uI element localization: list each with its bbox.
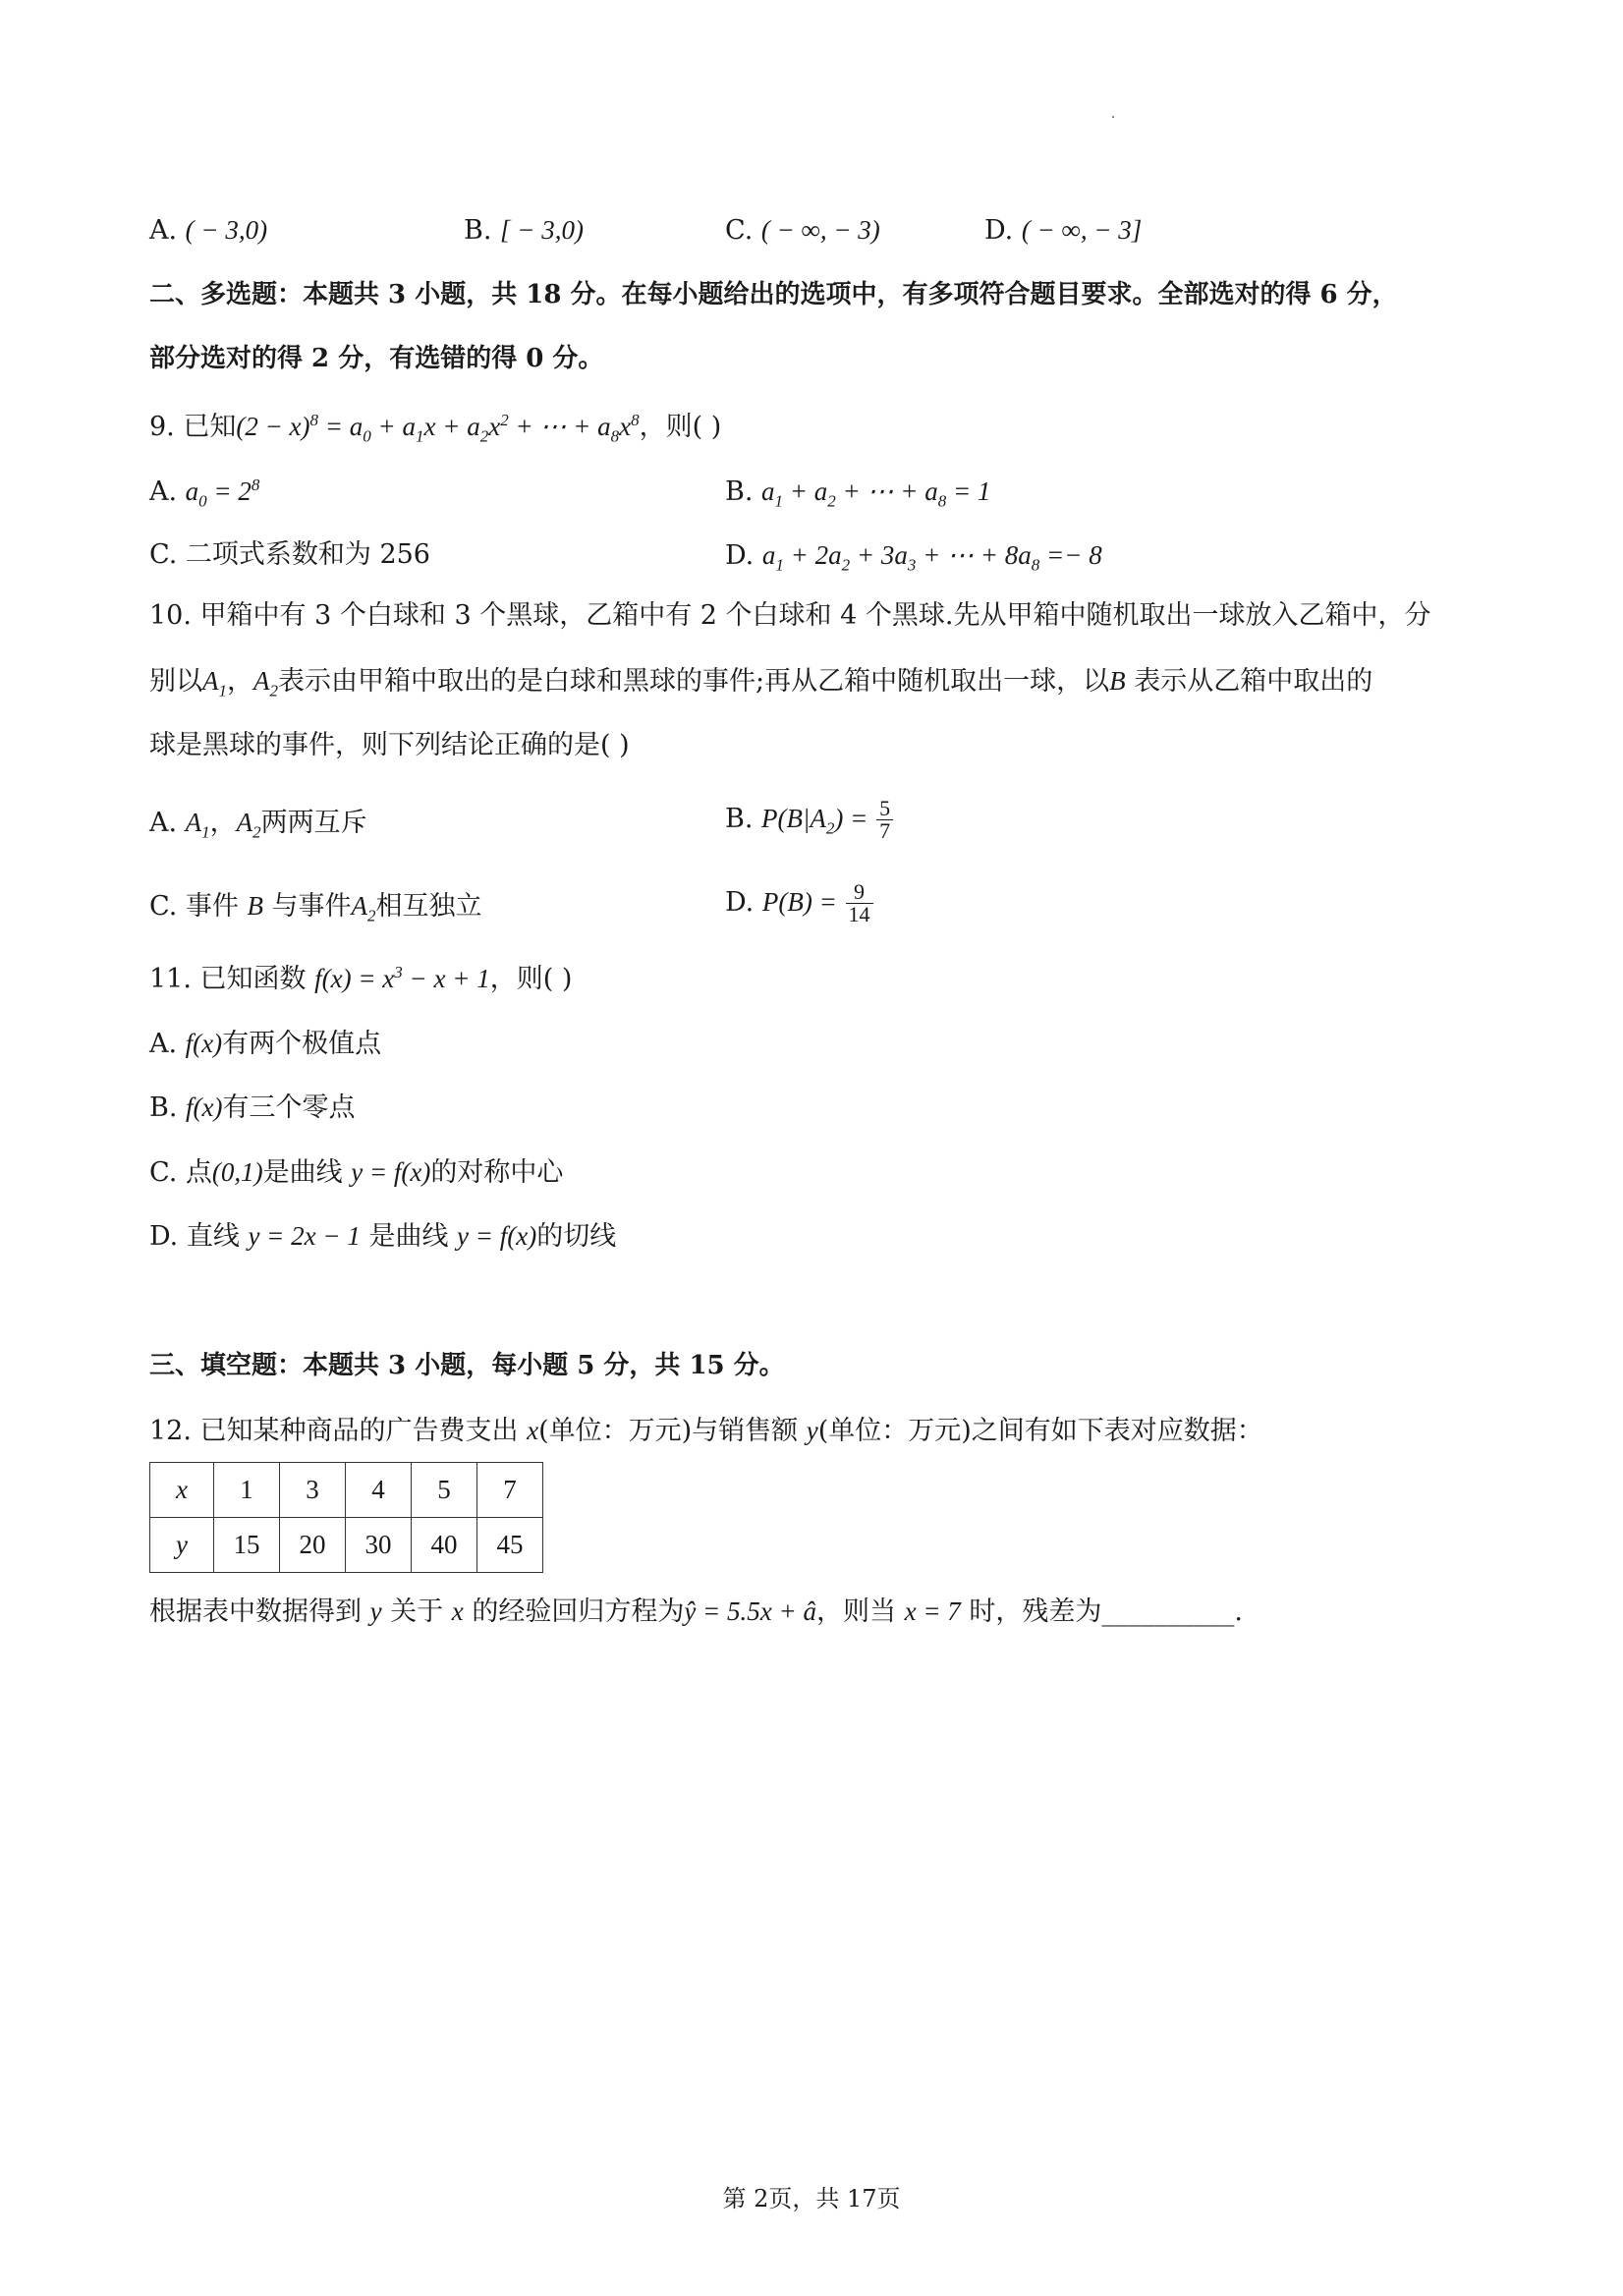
text: 时，残差为: [960, 1596, 1102, 1627]
text: 的对称中心: [430, 1157, 564, 1188]
q10-option-a: A. $A_1$，$A_2$两两互斥: [149, 808, 367, 842]
table-cell: 40: [412, 1518, 477, 1573]
q10-stem-line3: 球是黑球的事件，则下列结论正确的是( ): [149, 730, 630, 760]
fraction: [876, 798, 893, 842]
q9-option-d: D. $a_1 + 2a_2 + 3a_3$ + ⋯ + $8a_8 =- 8$: [725, 540, 1102, 575]
q12-stem-line2: 根据表中数据得到 y 关于 x 的经验回归方程为ŷ = 5.5x + â，则当 x = 7 时，残差为__________.: [149, 1596, 1243, 1627]
text: 的经验回归方程为: [463, 1596, 685, 1627]
q10-stem-line1: 10. 甲箱中有 3 个白球和 3 个黑球，乙箱中有 2 个白球和 4 个黑球.先从甲箱中随机取出一球放入乙箱中，分: [149, 600, 1431, 631]
q10-option-d: D. P(B) = $\frac{9}{14}$: [725, 881, 875, 925]
scan-dot: [1112, 116, 1114, 118]
table-cell: 3: [280, 1463, 346, 1518]
page-footer: 第 2页，共 17页: [722, 2185, 901, 2212]
fraction-numerator: 5: [876, 798, 893, 820]
q8-option-b: [464, 210, 584, 251]
q8-option-c: [725, 210, 880, 251]
table-cell: 5: [412, 1463, 477, 1518]
answer-blank[interactable]: __________.: [1101, 1596, 1243, 1627]
text: ，则当: [816, 1596, 905, 1627]
q9-option-a: A. $a_0 = 2^8$: [149, 476, 260, 511]
table-cell: 15: [214, 1518, 280, 1573]
text: 12. 已知某种商品的广告费支出: [149, 1416, 528, 1446]
q12-stem-line1: 12. 已知某种商品的广告费支出 x(单位：万元)与销售额 y(单位：万元)之间有如下表对应数据：: [149, 1416, 1263, 1446]
table-cell: 1: [214, 1463, 280, 1518]
text: 别以: [149, 666, 202, 697]
table-cell: 7: [477, 1463, 543, 1518]
text: 是曲线: [262, 1157, 352, 1188]
data-table: [149, 1462, 543, 1573]
q11-tail: ，则( ): [489, 964, 573, 994]
option-label: A.: [149, 1029, 186, 1059]
text: C. 点: [149, 1157, 212, 1188]
text: D. 直线: [149, 1221, 249, 1252]
q8-option-a: [149, 210, 267, 251]
q11-option-b: B. f(x)有三个零点: [149, 1092, 356, 1123]
table-cell: 4: [346, 1463, 412, 1518]
table-row-y: [150, 1518, 543, 1573]
option-label: A.: [149, 215, 186, 246]
q10-option-b: B. $P(B|A_2)$ = $\frac{5}{7}$: [725, 798, 895, 842]
option-value: ( − ∞, − 3]: [1021, 215, 1143, 245]
q11-stem: 11. 已知函数 $f(x) = x^3 - x + 1$，则( ): [149, 963, 573, 994]
q11-option-c: C. 点(0,1)是曲线 y = f(x)的对称中心: [149, 1157, 564, 1188]
option-label: D.: [725, 540, 762, 571]
option-text: 有三个零点: [222, 1092, 356, 1123]
option-label: B.: [725, 476, 762, 507]
q10-stem-line2: 别以$A_1$，$A_2$表示由甲箱中取出的是白球和黑球的事件;再从乙箱中随机取出一球，以B 表示从乙箱中取出的: [149, 666, 1373, 700]
option-label: A.: [149, 808, 186, 838]
q9-option-c: C. 二项式系数和为 256: [149, 539, 430, 570]
text: 根据表中数据得到: [149, 1596, 370, 1627]
text: 与事件: [262, 891, 352, 922]
fraction-numerator: 9: [846, 881, 873, 904]
option-label: D.: [725, 887, 762, 918]
text: (单位：万元)之间有如下表对应数据：: [817, 1416, 1263, 1446]
option-label: B.: [149, 1092, 187, 1123]
option-label: C.: [725, 215, 761, 246]
option-value: ( − ∞, − 3): [760, 215, 880, 245]
option-text: 两两互斥: [260, 808, 367, 838]
text: 表示从乙箱中取出的: [1134, 666, 1373, 697]
table-header-y: y: [150, 1518, 214, 1573]
option-value: ( − 3,0): [185, 215, 268, 245]
table-cell: 30: [346, 1518, 412, 1573]
q9-stem: 9. 已知$(2 - x)^8 = a_0 + a_1x + a_2x^2$ + ⋯ + $a_8x^8$，则( ): [149, 411, 722, 446]
section3-heading: 三、填空题：本题共 3 小题，每小题 5 分，共 15 分。: [149, 1351, 785, 1380]
table-cell: 45: [477, 1518, 543, 1573]
text: 表示由甲箱中取出的是白球和黑球的事件;再从乙箱中随机取出一球，以: [278, 666, 1110, 697]
option-label: D.: [984, 215, 1022, 246]
q9-option-b: B. $a_1 + a_2$ + ⋯ + $a_8 = 1$: [725, 476, 991, 511]
option-label: B.: [725, 804, 762, 834]
text: 关于: [381, 1596, 452, 1627]
text: (单位：万元)与销售额: [538, 1416, 807, 1446]
section2-heading-line1: 二、多选题：本题共 3 小题，共 18 分。在每小题给出的选项中，有多项符合题目要求。全部选对的得 6 分，: [149, 280, 1398, 309]
q8-option-d: [984, 210, 1142, 251]
text: 相互独立: [375, 891, 482, 922]
q11-number: 11. 已知函数: [149, 964, 315, 994]
option-value: [ − 3,0): [500, 215, 584, 245]
option-label: B.: [464, 215, 501, 246]
q11-option-a: A. f(x)有两个极值点: [149, 1029, 382, 1059]
q9-tail: ，则( ): [639, 412, 722, 442]
text: 的切线: [536, 1221, 617, 1252]
fraction: [846, 881, 873, 925]
option-text: 有两个极值点: [222, 1029, 382, 1059]
option-label: A.: [149, 476, 186, 507]
table-header-x: x: [150, 1463, 214, 1518]
q11-option-d: D. 直线 y = 2x − 1 是曲线 y = f(x)的切线: [149, 1221, 617, 1252]
fraction-denominator: 14: [848, 902, 870, 926]
q10-option-c: C. 事件 B 与事件$A_2$相互独立: [149, 891, 482, 925]
section2-heading-line2: 部分选对的得 2 分，有选错的得 0 分。: [149, 344, 604, 373]
text: 是曲线: [360, 1221, 458, 1252]
fraction-denominator: 7: [879, 818, 891, 843]
q9-number: 9. 已知: [149, 412, 237, 442]
table-row-x: [150, 1463, 543, 1518]
text: C. 事件: [149, 891, 248, 922]
table-cell: 20: [280, 1518, 346, 1573]
